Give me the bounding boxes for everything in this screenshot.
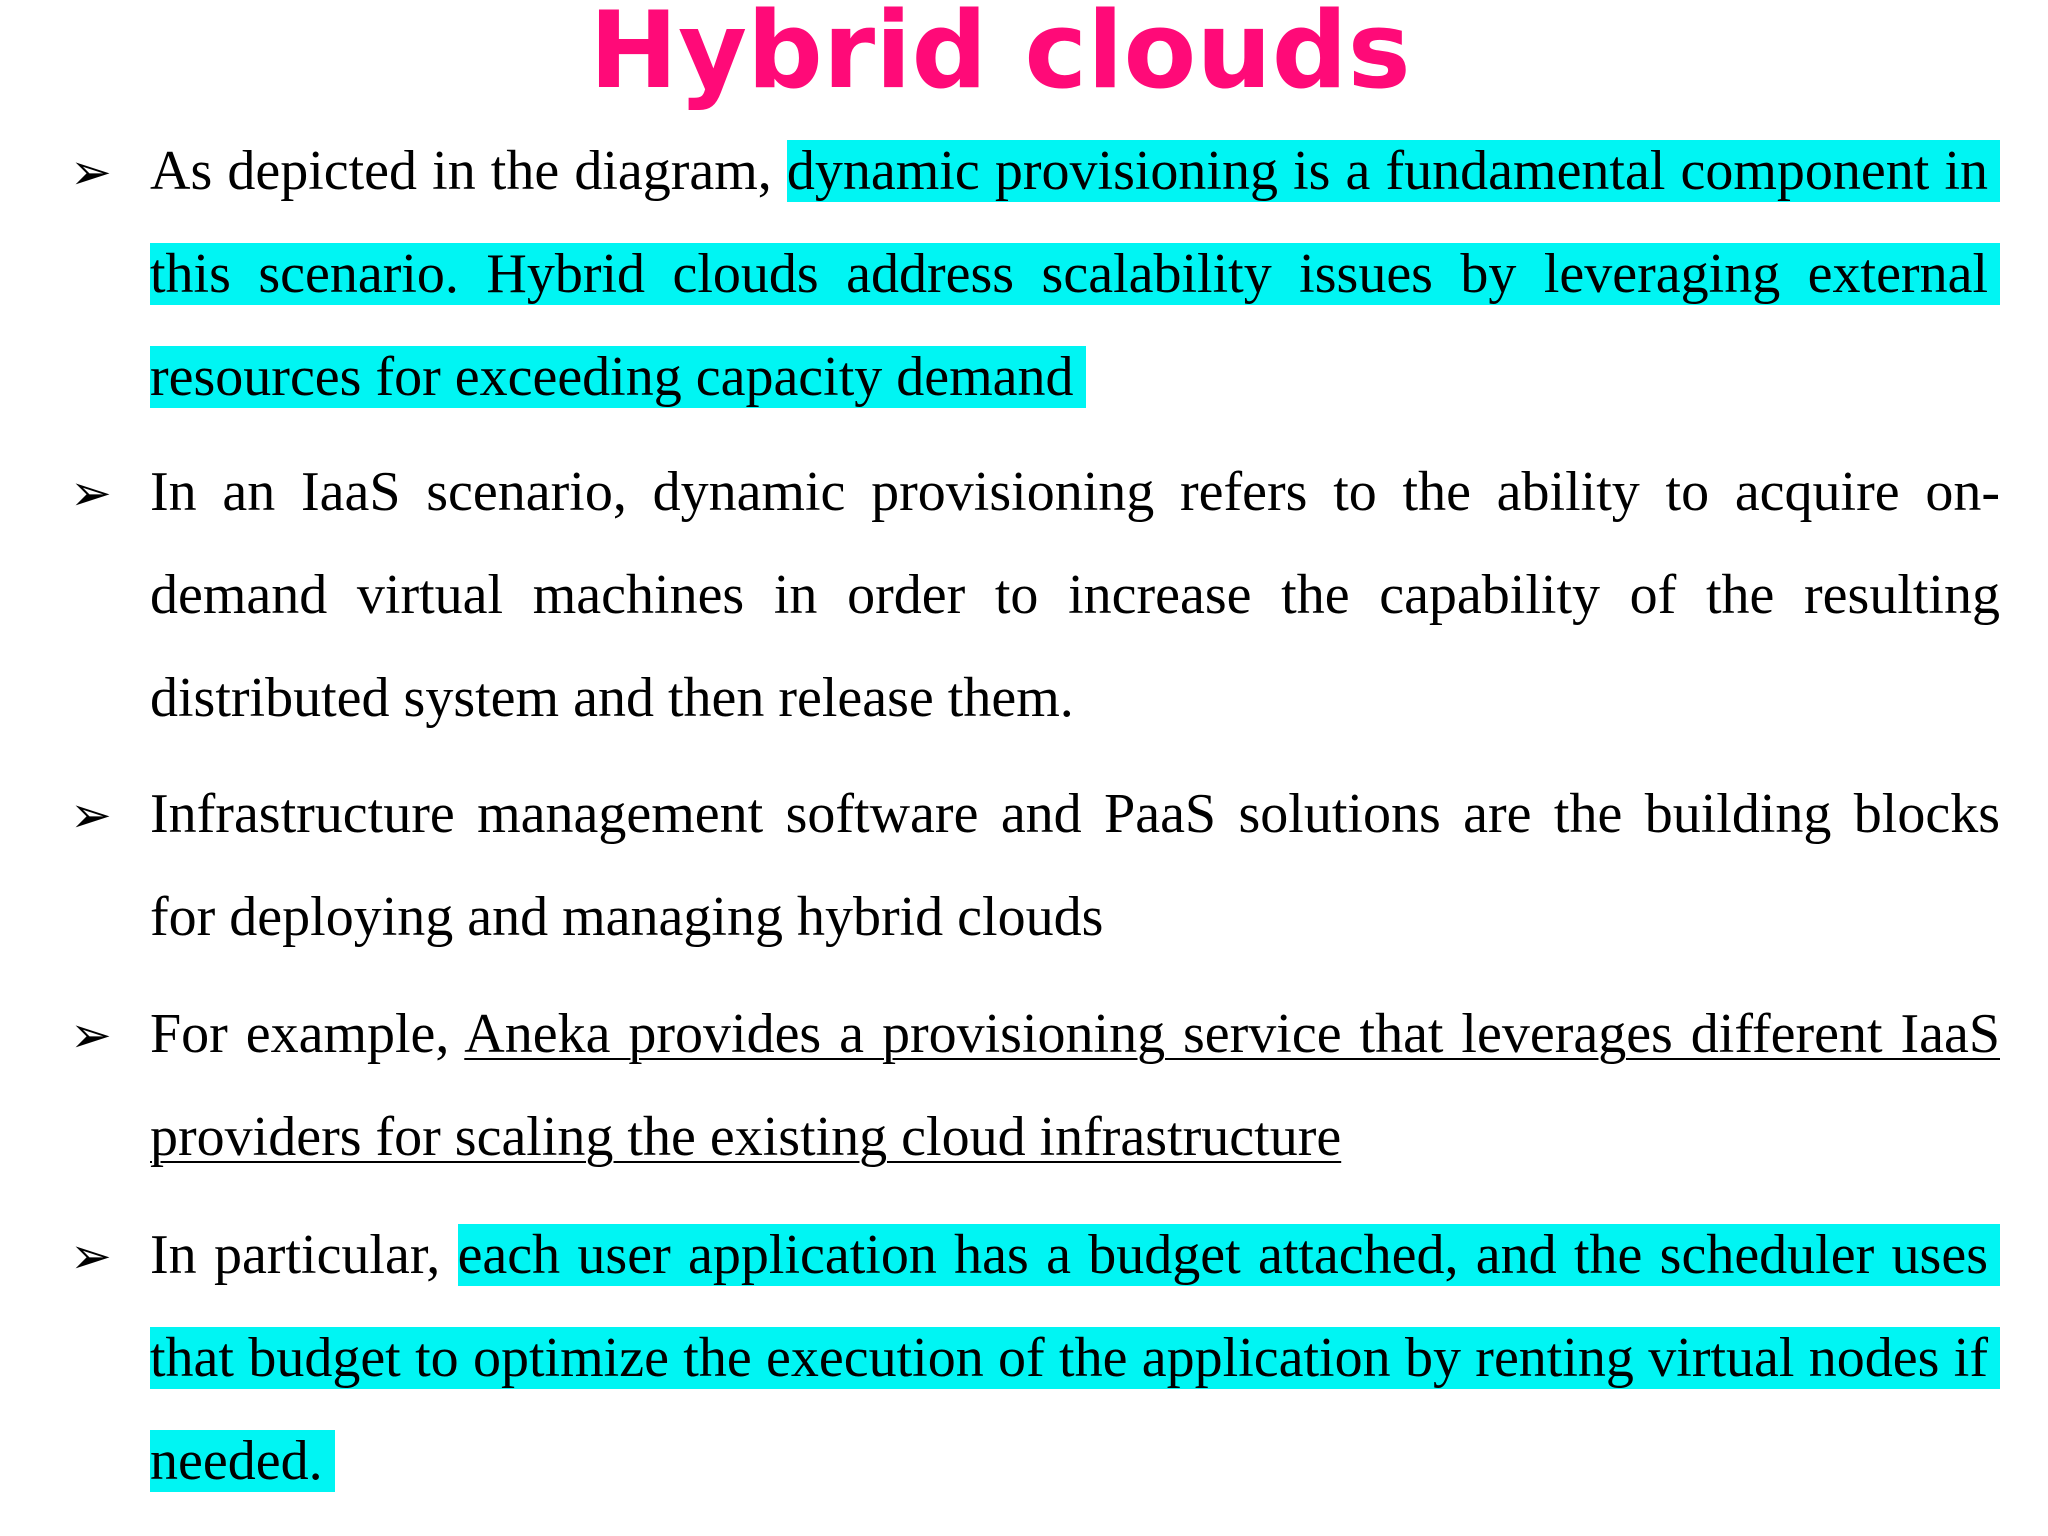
bullet-text: Infrastructure management software and PaaS solutions are the building blocks for deploying and managing hybrid clouds (150, 783, 2000, 948)
bullet-text (150, 983, 2000, 1189)
slide-title: Hybrid clouds (589, 0, 1411, 112)
bullet-text (150, 1204, 2000, 1513)
bullet-text-plain: As depicted in the diagram, (150, 140, 787, 202)
bullet-text: In an IaaS scenario, dynamic provisioning refers to the ability to acquire on-demand virtual machines in order to increase the capability of the resulting distributed system and then release them. (150, 461, 2000, 729)
bullet-text (150, 120, 2000, 429)
highlighted-text: dynamic provisioning is a fundamental component in this scenario. Hybrid clouds address scalability issues by leveraging external resources for exceeding capacity demand (150, 140, 2000, 408)
arrowhead-bullet-icon: ➢ (70, 786, 112, 844)
highlighted-text: each user application has a budget attached, and the scheduler uses that budget to optimize the execution of the application by renting virtual nodes if needed. (150, 1224, 2000, 1492)
bullet-text-plain: For example, (150, 1003, 465, 1065)
bullet-text-plain: In particular, (150, 1224, 458, 1286)
arrowhead-bullet-icon: ➢ (70, 464, 112, 522)
underlined-text: Aneka provides a provisioning service that leverages different IaaS providers for scaling the existing cloud infrastructure (150, 1003, 2000, 1168)
arrowhead-bullet-icon: ➢ (70, 143, 112, 201)
arrowhead-bullet-icon: ➢ (70, 1227, 112, 1285)
arrowhead-bullet-icon: ➢ (70, 1006, 112, 1064)
